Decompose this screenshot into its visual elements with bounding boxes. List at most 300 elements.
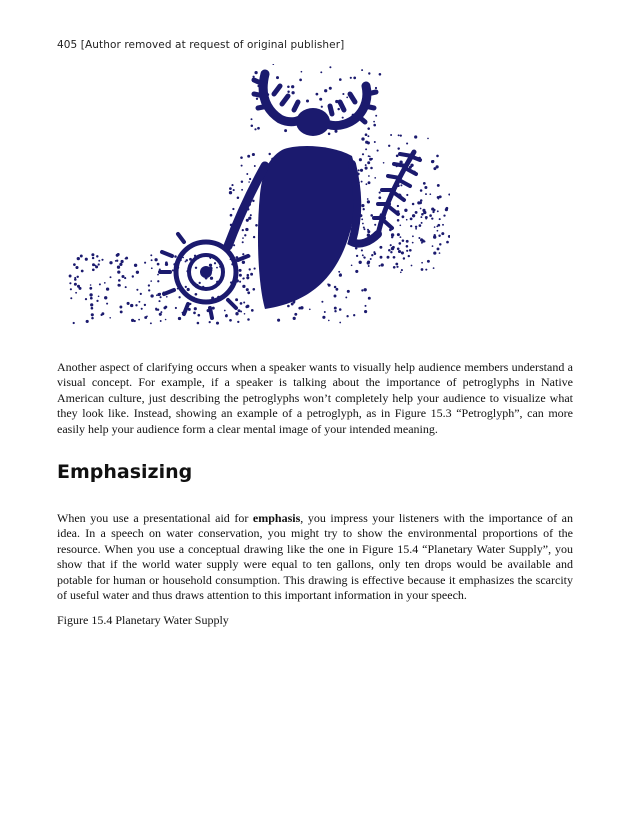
- stipple-dot: [240, 156, 243, 159]
- stipple-dot: [364, 288, 367, 291]
- stipple-dot: [424, 186, 427, 189]
- stipple-dot: [166, 296, 168, 298]
- stipple-dot: [291, 303, 294, 306]
- stipple-dot: [355, 270, 358, 273]
- stipple-dot: [434, 234, 436, 236]
- stipple-dot: [419, 201, 422, 204]
- stipple-dot: [101, 312, 104, 315]
- stipple-dot: [329, 87, 332, 90]
- stipple-dot: [399, 224, 401, 226]
- stipple-dot: [136, 289, 138, 291]
- stipple-dot: [242, 285, 245, 288]
- stipple-dot: [241, 165, 243, 167]
- stipple-dot: [92, 257, 94, 259]
- stipple-dot: [399, 242, 402, 245]
- stipple-dot: [377, 150, 379, 152]
- stipple-dot: [110, 276, 112, 278]
- stipple-dot: [254, 165, 256, 167]
- stipple-dot: [319, 98, 322, 101]
- stipple-dot: [157, 274, 159, 276]
- paragraph-text-after: , you impress your listeners with the importance of an idea. In a speech on water conservation, you might try to show the environmental proportions of the resource. When you use a conceptual drawing like the one in Figure 15.4 “Planetary Water Supply”, you show that if the world water supply were equal to ten gallons, only ten drops would be available and potable for human or household consumption. This drawing is effective because it emphasizes the scarcity of useful water and thus draws attention to this important information in your speech.: [57, 511, 573, 603]
- stipple-dot: [421, 222, 423, 224]
- stipple-dot: [335, 288, 338, 291]
- stipple-dot: [76, 276, 78, 278]
- stipple-dot: [90, 297, 93, 300]
- stipple-dot: [246, 173, 248, 175]
- stipple-dot: [368, 181, 371, 184]
- stipple-dot: [403, 257, 405, 259]
- stipple-dot: [361, 249, 363, 251]
- stipple-dot: [287, 86, 290, 89]
- stipple-dot: [351, 264, 353, 266]
- stipple-dot: [301, 71, 303, 73]
- stipple-dot: [246, 288, 249, 291]
- stipple-dot: [365, 141, 368, 144]
- stipple-dot: [399, 236, 401, 238]
- stipple-dot: [365, 148, 367, 150]
- stipple-dot: [160, 311, 162, 313]
- stipple-dot: [155, 308, 157, 310]
- stipple-dot: [165, 263, 168, 266]
- stipple-dot: [415, 228, 417, 230]
- stipple-dot: [73, 263, 76, 266]
- stipple-dot: [157, 263, 160, 266]
- stipple-dot: [420, 216, 422, 218]
- stipple-dot: [86, 320, 89, 323]
- stipple-dot: [150, 280, 152, 282]
- stipple-dot: [246, 276, 249, 279]
- stipple-dot: [324, 89, 327, 92]
- stipple-dot: [339, 78, 342, 81]
- stipple-dot: [439, 252, 441, 254]
- stipple-dot: [400, 184, 402, 186]
- stipple-dot: [412, 242, 414, 244]
- stipple-dot: [229, 187, 232, 190]
- stipple-dot: [378, 196, 381, 199]
- stipple-dot: [121, 260, 124, 263]
- stipple-dot: [346, 315, 348, 317]
- stipple-dot: [117, 270, 120, 273]
- stipple-dot: [406, 245, 409, 248]
- stipple-dot: [364, 305, 366, 307]
- stipple-dot: [433, 167, 436, 170]
- stipple-dot: [387, 256, 390, 259]
- stipple-dot: [230, 214, 233, 217]
- stipple-dot: [309, 308, 311, 310]
- stipple-dot: [445, 208, 448, 211]
- stipple-dot: [150, 294, 153, 297]
- stipple-dot: [237, 196, 240, 199]
- stipple-dot: [98, 263, 100, 265]
- stipple-dot: [268, 153, 270, 155]
- stipple-dot: [359, 261, 362, 264]
- stipple-dot: [374, 224, 376, 226]
- stipple-dot: [342, 93, 344, 95]
- stipple-dot: [231, 184, 233, 186]
- stipple-dot: [306, 99, 309, 102]
- stipple-dot: [241, 180, 243, 182]
- stipple-dot: [251, 118, 253, 120]
- stipple-dot: [359, 158, 362, 161]
- stipple-dot: [374, 141, 376, 143]
- stipple-dot: [229, 191, 232, 194]
- stipple-dot: [255, 224, 258, 227]
- stipple-dot: [363, 208, 365, 210]
- stipple-dot: [154, 258, 157, 261]
- stipple-dot: [321, 106, 323, 108]
- stipple-dot: [398, 134, 400, 136]
- stipple-dot: [158, 300, 160, 302]
- stipple-dot: [401, 251, 404, 254]
- stipple-dot: [277, 319, 280, 322]
- stipple-dot: [247, 291, 250, 294]
- stipple-dot: [410, 164, 413, 167]
- stipple-dot: [397, 147, 399, 149]
- stipple-dot: [361, 69, 363, 71]
- stipple-dot: [121, 275, 124, 278]
- stipple-dot: [293, 317, 296, 320]
- stipple-dot: [388, 249, 391, 252]
- stipple-dot: [244, 234, 246, 236]
- stipple-dot: [361, 218, 363, 220]
- stipple-dot: [371, 254, 373, 256]
- stipple-dot: [379, 265, 381, 267]
- stipple-dot: [70, 297, 72, 299]
- stipple-dot: [421, 262, 423, 264]
- stipple-dot: [419, 224, 422, 227]
- stipple-dot: [334, 130, 337, 133]
- stipple-dot: [69, 275, 72, 278]
- stipple-dot: [401, 269, 403, 271]
- stipple-dot: [251, 125, 254, 128]
- stipple-dot: [388, 145, 390, 147]
- stipple-dot: [390, 244, 392, 246]
- stipple-dot: [402, 239, 405, 242]
- stipple-dot: [406, 240, 409, 243]
- stipple-dot: [91, 313, 94, 316]
- stipple-dot: [373, 121, 375, 123]
- stipple-dot: [379, 246, 382, 249]
- stipple-dot: [299, 79, 302, 82]
- stipple-dot: [375, 115, 377, 117]
- stipple-dot: [412, 203, 415, 206]
- stipple-dot: [334, 295, 337, 298]
- stipple-dot: [91, 307, 94, 310]
- stipple-dot: [117, 284, 120, 287]
- stipple-dot: [361, 181, 363, 183]
- stipple-dot: [437, 247, 440, 250]
- stipple-dot: [437, 196, 440, 199]
- stipple-dot: [125, 257, 128, 260]
- stipple-dot: [178, 296, 180, 298]
- stipple-dot: [432, 211, 434, 213]
- stipple-dot: [253, 236, 255, 238]
- stipple-dot: [252, 200, 254, 202]
- stipple-dot: [90, 303, 93, 306]
- stipple-dot: [241, 189, 243, 191]
- stipple-dot: [409, 249, 412, 252]
- stipple-dot: [197, 322, 200, 325]
- stipple-dot: [367, 261, 370, 264]
- stipple-dot: [178, 317, 181, 320]
- stipple-dot: [406, 142, 408, 144]
- stipple-dot: [446, 241, 449, 244]
- stipple-dot: [436, 155, 439, 158]
- stipple-dot: [257, 127, 260, 130]
- stipple-dot: [370, 167, 373, 170]
- stipple-dot: [134, 264, 137, 267]
- stipple-dot: [396, 266, 398, 268]
- stipple-dot: [334, 307, 337, 310]
- emphasis-term: emphasis: [252, 511, 301, 525]
- stipple-dot: [347, 290, 350, 293]
- stipple-dot: [216, 322, 219, 325]
- paragraph-emphasizing: [57, 511, 573, 603]
- stipple-dot: [374, 253, 377, 256]
- stipple-dot: [339, 274, 342, 277]
- stipple-dot: [422, 209, 425, 212]
- stipple-dot: [209, 264, 212, 267]
- stipple-dot: [410, 218, 413, 221]
- stipple-dot: [78, 287, 81, 290]
- stipple-dot: [124, 277, 126, 279]
- stipple-dot: [425, 193, 427, 195]
- stipple-dot: [233, 189, 235, 191]
- stipple-dot: [237, 321, 239, 323]
- stipple-dot: [320, 71, 322, 73]
- stipple-dot: [391, 247, 394, 250]
- stipple-dot: [157, 280, 159, 282]
- stipple-dot: [248, 217, 251, 220]
- stipple-dot: [70, 288, 72, 290]
- stipple-dot: [381, 263, 384, 266]
- stipple-dot: [418, 237, 420, 239]
- stipple-dot: [254, 71, 257, 74]
- stipple-dot: [186, 259, 188, 261]
- stipple-dot: [174, 255, 177, 258]
- stipple-dot: [368, 72, 370, 74]
- stipple-dot: [69, 282, 71, 284]
- stipple-dot: [119, 306, 122, 309]
- stipple-dot: [300, 306, 303, 309]
- petroglyph-figure: [60, 64, 450, 336]
- stipple-dot: [195, 293, 198, 296]
- stipple-dot: [98, 295, 100, 297]
- stipple-dot: [160, 296, 162, 298]
- stipple-dot: [412, 235, 414, 237]
- petroglyph-shapes: [160, 74, 420, 318]
- stipple-dot: [243, 302, 245, 304]
- stipple-dot: [294, 313, 297, 316]
- stipple-dot: [92, 263, 95, 266]
- stipple-dot: [272, 64, 274, 65]
- stipple-dot: [439, 218, 441, 220]
- stipple-dot: [159, 293, 161, 295]
- stipple-dot: [197, 314, 200, 317]
- stipple-dot: [393, 256, 396, 259]
- stipple-dot: [427, 138, 429, 140]
- stipple-dot: [225, 314, 228, 317]
- stipple-dot: [433, 252, 436, 255]
- stipple-dot: [254, 128, 256, 130]
- stipple-dot: [291, 85, 294, 88]
- stipple-dot: [135, 304, 137, 306]
- stipple-dot: [194, 307, 197, 310]
- stipple-dot: [423, 182, 426, 185]
- stipple-dot: [132, 275, 134, 277]
- stipple-dot: [233, 244, 235, 246]
- stipple-dot: [291, 91, 294, 94]
- stipple-dot: [216, 267, 218, 269]
- stipple-dot: [443, 214, 445, 216]
- stipple-dot: [328, 320, 330, 322]
- stipple-dot: [240, 302, 243, 305]
- stipple-dot: [433, 267, 435, 269]
- running-head: 405 [Author removed at request of original publisher]: [57, 39, 345, 51]
- stipple-dot: [420, 189, 423, 192]
- stipple-dot: [251, 309, 254, 312]
- stipple-dot: [406, 250, 408, 252]
- stipple-dot: [358, 169, 360, 171]
- stipple-dot: [429, 214, 432, 217]
- stipple-dot: [329, 66, 331, 68]
- stipple-dot: [276, 76, 279, 79]
- stipple-dot: [361, 204, 364, 207]
- stipple-dot: [193, 312, 196, 315]
- stipple-dot: [370, 258, 372, 260]
- stipple-dot: [412, 214, 415, 217]
- stipple-dot: [91, 253, 94, 256]
- stipple-dot: [119, 263, 122, 266]
- stipple-dot: [235, 312, 238, 315]
- stipple-dot: [144, 304, 146, 306]
- stipple-dot: [415, 211, 418, 214]
- stipple-dot: [151, 259, 153, 261]
- stipple-dot: [175, 307, 177, 309]
- stipple-dot: [425, 218, 427, 220]
- stipple-dot: [370, 214, 373, 217]
- stipple-dot: [249, 268, 251, 270]
- stipple-dot: [163, 306, 166, 309]
- stipple-dot: [379, 73, 382, 76]
- stipple-dot: [243, 277, 245, 279]
- stipple-dot: [242, 261, 245, 264]
- paragraph-text-before: When you use a presentational aid for: [57, 511, 253, 525]
- stipple-dot: [365, 167, 368, 170]
- stipple-dot: [232, 208, 234, 210]
- stipple-dot: [432, 245, 434, 247]
- stipple-dot: [104, 282, 106, 284]
- stipple-dot: [368, 175, 370, 177]
- stipple-dot: [415, 226, 417, 228]
- stipple-dot: [397, 205, 399, 207]
- stipple-dot: [73, 322, 75, 324]
- stipple-dot: [246, 305, 249, 308]
- stipple-dot: [109, 317, 111, 319]
- stipple-dot: [436, 225, 438, 227]
- stipple-dot: [254, 268, 256, 270]
- stipple-dot: [239, 274, 242, 277]
- stipple-dot: [85, 298, 87, 300]
- stipple-dot: [248, 181, 250, 183]
- stipple-dot: [346, 97, 348, 99]
- stipple-dot: [159, 313, 162, 316]
- stipple-dot: [338, 271, 340, 273]
- stipple-dot: [89, 287, 92, 290]
- stipple-dot: [365, 164, 367, 166]
- stipple-dot: [136, 271, 139, 274]
- stipple-dot: [396, 154, 399, 157]
- stipple-dot: [400, 271, 402, 273]
- stipple-dot: [421, 268, 424, 271]
- stipple-dot: [247, 318, 250, 321]
- stipple-dot: [91, 317, 94, 320]
- stipple-dot: [350, 77, 352, 79]
- stipple-dot: [367, 135, 369, 137]
- stipple-dot: [287, 305, 290, 308]
- stipple-dot: [367, 200, 370, 203]
- stipple-dot: [185, 286, 187, 288]
- stipple-dot: [101, 259, 103, 261]
- stipple-dot: [165, 319, 167, 321]
- stipple-dot: [337, 108, 339, 110]
- stipple-dot: [411, 265, 413, 267]
- stipple-dot: [431, 217, 433, 219]
- stipple-dot: [252, 288, 255, 291]
- stipple-dot: [368, 265, 370, 267]
- stipple-dot: [256, 98, 258, 100]
- stipple-dot: [345, 296, 347, 298]
- stipple-dot: [380, 256, 383, 259]
- stipple-dot: [437, 184, 440, 187]
- stipple-dot: [116, 260, 118, 262]
- stipple-dot: [127, 302, 130, 305]
- stipple-dot: [130, 304, 133, 307]
- stipple-dot: [322, 316, 325, 319]
- stipple-dot: [427, 260, 430, 263]
- stipple-dot: [75, 292, 77, 294]
- stipple-dot: [245, 228, 248, 231]
- stipple-dot: [448, 235, 450, 238]
- stipple-dot: [437, 230, 439, 232]
- stipple-dot: [406, 219, 408, 221]
- stipple-dot: [131, 319, 134, 322]
- stipple-dot: [448, 193, 450, 195]
- stipple-dot: [138, 301, 140, 303]
- stipple-dot: [390, 251, 392, 253]
- stipple-dot: [361, 289, 363, 291]
- stipple-dot: [368, 155, 370, 157]
- stipple-dot: [242, 253, 244, 255]
- stipple-dot: [362, 153, 364, 155]
- stipple-dot: [393, 266, 396, 269]
- stipple-dot: [397, 247, 400, 250]
- stipple-dot: [224, 310, 226, 312]
- stipple-dot: [209, 321, 211, 323]
- stipple-dot: [75, 266, 78, 269]
- stipple-dot: [398, 250, 401, 253]
- paragraph-clarifying: Another aspect of clarifying occurs when a speaker wants to visually help audience members understand a visual concept. For example, if a speaker is talking about the importance of petroglyphs in Native American culture, just describing the petroglyphs won’t completely help your audience to visualize what they look like. Instead, showing an example of a petroglyph, as in Figure 15.3 “Petroglyph”, can more easily help your audience form a clear mental image of your intended meaning.: [57, 360, 573, 436]
- stipple-dot: [151, 267, 153, 269]
- stipple-dot: [74, 278, 77, 281]
- stipple-dot: [95, 265, 98, 268]
- stipple-dot: [367, 161, 370, 164]
- stipple-dot: [379, 192, 381, 194]
- stipple-dot: [414, 135, 417, 138]
- stipple-dot: [160, 320, 162, 322]
- stipple-dot: [156, 294, 158, 296]
- stipple-dot: [287, 90, 289, 92]
